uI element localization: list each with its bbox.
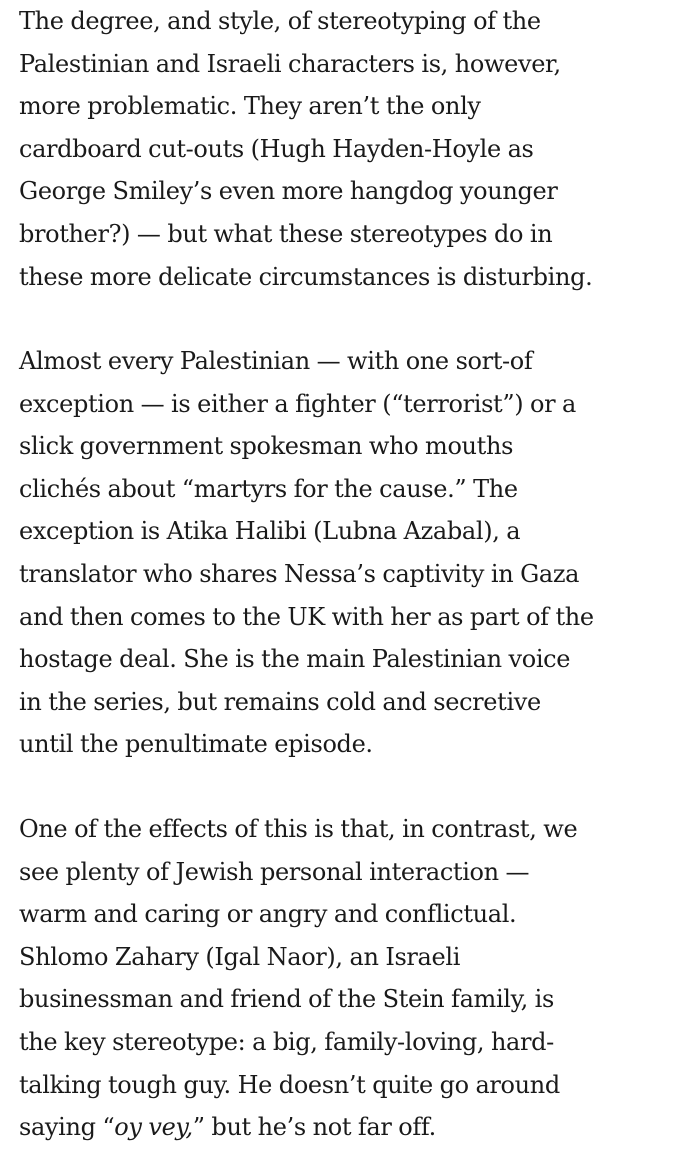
text-line: Shlomo Zahary (Igal Naor), an Israeli	[19, 942, 461, 971]
text-line: George Smiley’s even more hangdog younger	[19, 177, 558, 206]
text-line: hostage deal. She is the main Palestinian voice	[19, 645, 571, 674]
text-fragment: saying “	[19, 1113, 115, 1142]
text-line: Palestinian and Israeli characters is, however,	[19, 49, 561, 78]
text-line: the key stereotype: a big, family-loving, hard-	[19, 1027, 554, 1056]
text-line: The degree, and style, of stereotyping of the	[19, 7, 541, 35]
text-fragment: ” but he’s not far off.	[192, 1113, 436, 1142]
text-line: cardboard cut-outs (Hugh Hayden-Hoyle as	[19, 134, 534, 163]
text-line: warm and caring or angry and conflictual.	[19, 900, 517, 929]
paragraph-palestinian-characters	[19, 340, 594, 766]
text-line: in the series, but remains cold and secretive	[19, 687, 541, 716]
text-line: One of the effects of this is that, in contrast, we	[19, 815, 578, 843]
text-line: exception — is either a fighter (“terrorist”) or a	[19, 389, 577, 418]
emphasis-oy-vey: oy vey,	[114, 1113, 193, 1142]
text-line: these more delicate circumstances is disturbing.	[19, 262, 593, 291]
text-line-final	[19, 1106, 577, 1149]
text-line: translator who shares Nessa’s captivity in Gaza	[19, 559, 580, 588]
text-line: businessman and friend of the Stein family, is	[19, 985, 554, 1014]
text-line: more problematic. They aren’t the only	[19, 92, 481, 121]
text-line: until the penultimate episode.	[19, 730, 373, 759]
text-line: Almost every Palestinian — with one sort-of	[19, 347, 533, 375]
text-line: slick government spokesman who mouths	[19, 432, 514, 461]
text-line: see plenty of Jewish personal interaction —	[19, 857, 530, 886]
text-line: talking tough guy. He doesn’t quite go around	[19, 1070, 560, 1099]
paragraph-stereotyping	[19, 0, 592, 298]
paragraph-jewish-characters	[19, 808, 577, 1149]
text-line: clichés about “martyrs for the cause.” The	[19, 474, 518, 503]
text-line: exception is Atika Halibi (Lubna Azabal), a	[19, 517, 521, 546]
text-line: and then comes to the UK with her as part of the	[19, 602, 594, 631]
text-line: brother?) — but what these stereotypes do in	[19, 219, 553, 248]
